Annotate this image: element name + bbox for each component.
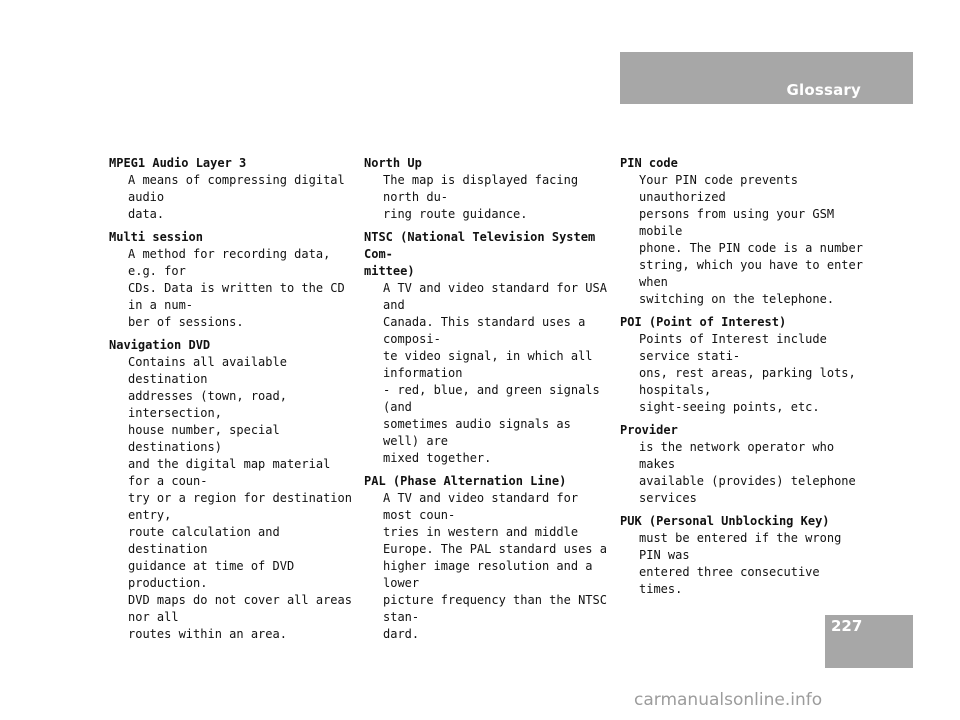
glossary-term: POI (Point of Interest) xyxy=(620,315,787,329)
glossary-definition-line: A means of compressing digital audio xyxy=(128,173,345,204)
glossary-term: NTSC (National Television System Com- mittee) xyxy=(364,230,596,278)
glossary-definition-line: string, which you have to enter when xyxy=(639,258,863,289)
glossary-definition-line: routes within an area. xyxy=(128,627,287,641)
glossary-definition-line: ring route guidance. xyxy=(383,207,528,221)
glossary-definition-line: picture frequency than the NTSC stan- xyxy=(383,593,607,624)
glossary-definition-line: Canada. This standard uses a composi- xyxy=(383,315,586,346)
glossary-definition-line: available (provides) telephone services xyxy=(639,474,856,505)
glossary-entry xyxy=(620,513,870,598)
glossary-definition-line: The map is displayed facing north du- xyxy=(383,173,579,204)
glossary-definition-line: mixed together. xyxy=(383,451,492,465)
glossary-definition-line: data. xyxy=(128,207,165,221)
glossary-definition-line: guidance at time of DVD production. xyxy=(128,559,295,590)
glossary-entry xyxy=(364,473,614,643)
glossary-entry xyxy=(109,155,359,223)
glossary-definition-line: persons from using your GSM mobile xyxy=(639,207,835,238)
page-number: 227 xyxy=(831,617,863,635)
glossary-term: PUK (Personal Unblocking Key) xyxy=(620,514,830,528)
glossary-column-2 xyxy=(364,155,614,649)
glossary-definition-line: higher image resolution and a lower xyxy=(383,559,593,590)
glossary-entry xyxy=(364,229,614,467)
glossary-definition-line: Contains all available destination xyxy=(128,355,287,386)
glossary-definition-line: try or a region for destination entry, xyxy=(128,491,352,522)
section-header-tab xyxy=(620,52,913,104)
watermark-text: carmanualsonline.info xyxy=(634,690,823,710)
glossary-column-1 xyxy=(109,155,359,649)
glossary-term: North Up xyxy=(364,156,422,170)
glossary-entry xyxy=(620,314,870,416)
glossary-definition-line: house number, special destinations) xyxy=(128,423,280,454)
glossary-definition-line: - red, blue, and green signals (and xyxy=(383,383,600,414)
glossary-term: MPEG1 Audio Layer 3 xyxy=(109,156,247,170)
glossary-term: Provider xyxy=(620,423,678,437)
glossary-definition-line: dard. xyxy=(383,627,420,641)
glossary-definition-line: A TV and video standard for most coun- xyxy=(383,491,579,522)
glossary-definition-line: entered three consecutive times. xyxy=(639,565,820,596)
glossary-definition-line: sight-seeing points, etc. xyxy=(639,400,820,414)
glossary-term: PIN code xyxy=(620,156,678,170)
glossary-definition-line: Your PIN code prevents unauthorized xyxy=(639,173,798,204)
glossary-definition-line: A TV and video standard for USA and xyxy=(383,281,607,312)
glossary-definition-line: Europe. The PAL standard uses a xyxy=(383,542,607,556)
glossary-definition-line: is the network operator who makes xyxy=(639,440,835,471)
glossary-definition-line: addresses (town, road, intersection, xyxy=(128,389,287,420)
glossary-definition-line: CDs. Data is written to the CD in a num- xyxy=(128,281,345,312)
glossary-definition-line: DVD maps do not cover all areas nor all xyxy=(128,593,352,624)
glossary-definition-line: A method for recording data, e.g. for xyxy=(128,247,331,278)
glossary-definition-line: ons, rest areas, parking lots, hospitals, xyxy=(639,366,856,397)
glossary-definition-line: ber of sessions. xyxy=(128,315,244,329)
glossary-entry xyxy=(109,229,359,331)
glossary-definition-line: switching on the telephone. xyxy=(639,292,835,306)
glossary-entry xyxy=(620,155,870,308)
page-number-tab xyxy=(825,615,913,668)
glossary-definition-line: must be entered if the wrong PIN was xyxy=(639,531,842,562)
glossary-term: PAL (Phase Alternation Line) xyxy=(364,474,567,488)
glossary-entry xyxy=(364,155,614,223)
glossary-column-3 xyxy=(620,155,870,604)
glossary-entry xyxy=(109,337,359,643)
glossary-term: Navigation DVD xyxy=(109,338,211,352)
glossary-definition-line: phone. The PIN code is a number xyxy=(639,241,863,255)
glossary-term: Multi session xyxy=(109,230,203,244)
glossary-definition-line: Points of Interest include service stati- xyxy=(639,332,827,363)
glossary-definition-line: tries in western and middle xyxy=(383,525,579,539)
glossary-definition-line: and the digital map material for a coun- xyxy=(128,457,331,488)
glossary-definition-line: sometimes audio signals as well) are xyxy=(383,417,571,448)
glossary-definition-line: te video signal, in which all information xyxy=(383,349,593,380)
glossary-definition-line: route calculation and destination xyxy=(128,525,280,556)
glossary-entry xyxy=(620,422,870,507)
section-title: Glossary xyxy=(786,81,861,99)
